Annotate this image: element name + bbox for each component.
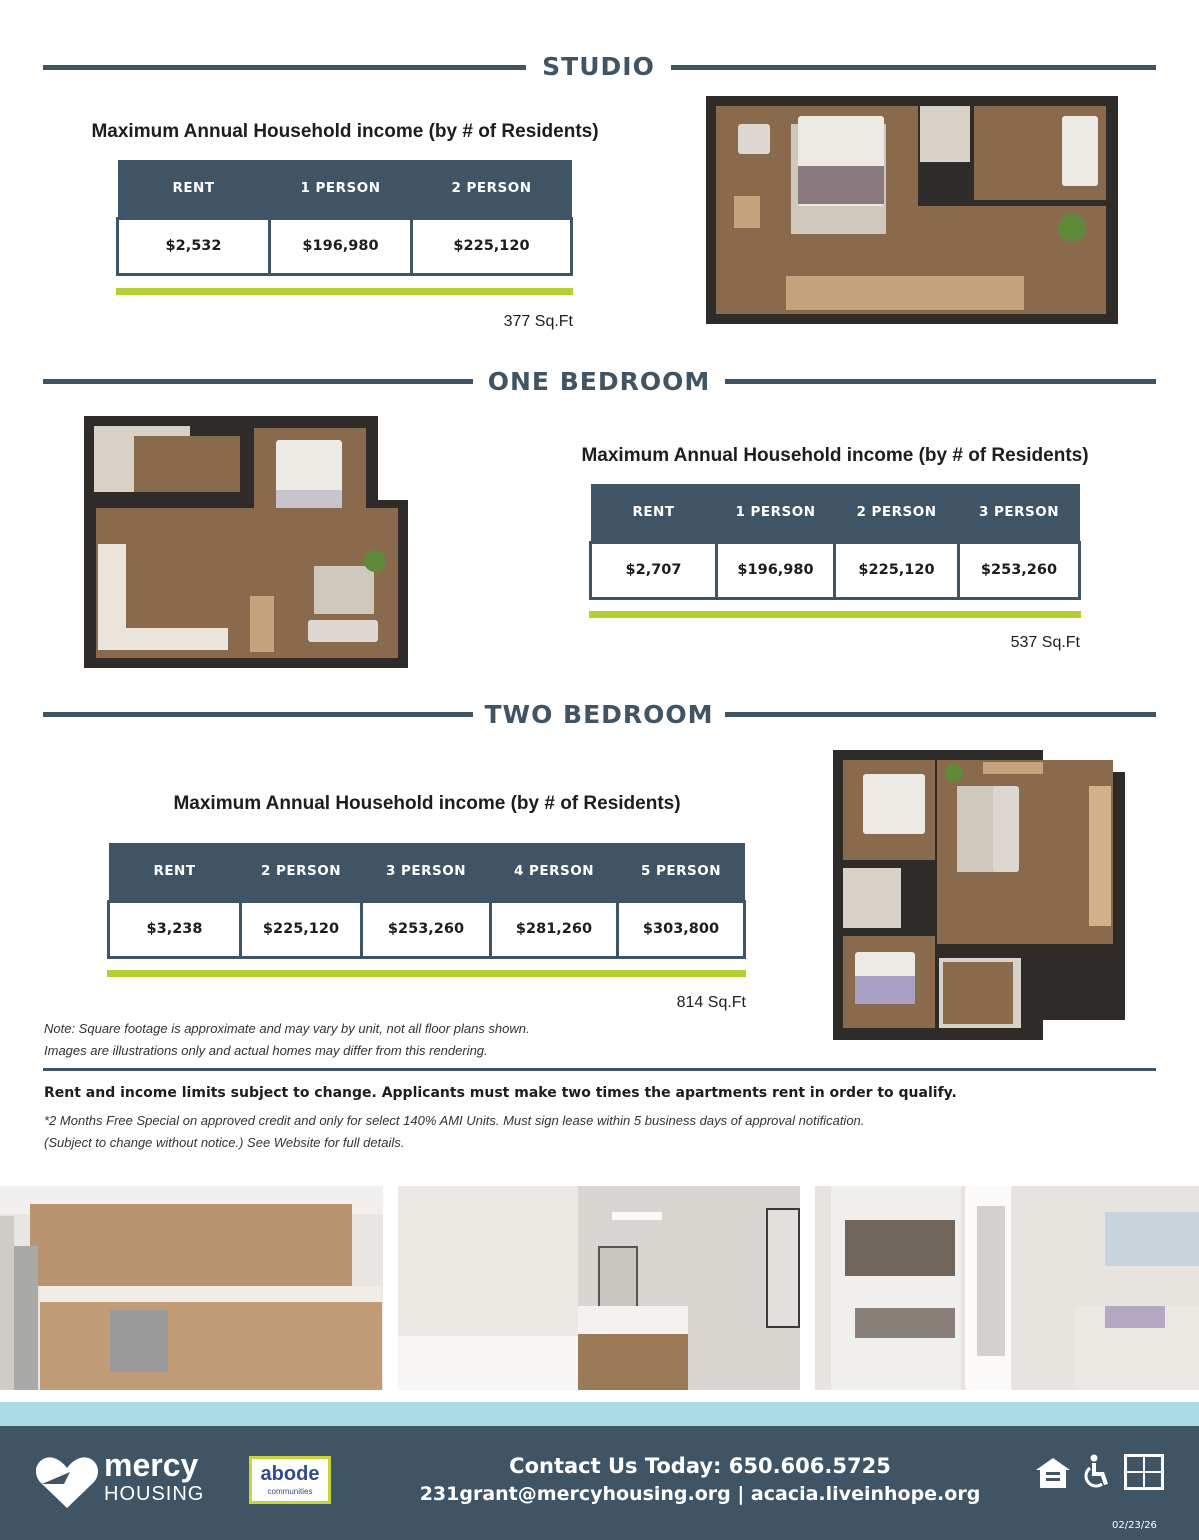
two-bedroom-divider-right [725,712,1156,717]
abode-logo-text: abode [260,1463,320,1485]
mercy-heart-icon [36,1454,98,1510]
one-bedroom-income-heading: Maximum Annual Household income (by # of Residents) [581,445,1089,466]
col-3-person: 3 PERSON [959,484,1080,542]
table-header-row [118,160,572,218]
studio-sqft: 377 Sq.Ft [503,313,573,330]
equal-housing-icon [1034,1456,1072,1490]
abode-logo [249,1456,331,1504]
income-2-person: $225,120 [241,901,362,957]
rent-value: $3,238 [109,901,241,957]
table-header-row [109,843,745,901]
illustration-note: Images are illustrations only and actual homes may differ from this rendering. [44,1043,488,1058]
one-bedroom-accent-bar [589,611,1081,618]
one-bedroom-rent-table [589,484,1081,600]
income-5-person: $303,800 [618,901,745,957]
income-4-person: $281,260 [491,901,618,957]
studio-accent-bar [116,288,573,295]
special-offer-note: *2 Months Free Special on approved credit and only for select 140% AMI Units. Must sign lease within 5 business days of approval notification. [44,1113,865,1128]
studio-floor-plan [706,96,1118,324]
col-5-person: 5 PERSON [618,843,745,901]
col-4-person: 4 PERSON [491,843,618,901]
income-2-person: $225,120 [835,542,959,598]
income-1-person: $196,980 [270,218,412,274]
accessibility-icon [1080,1454,1114,1490]
two-bedroom-income-heading: Maximum Annual Household income (by # of Residents) [173,793,681,814]
housing-logo-text: HOUSING [104,1483,205,1505]
two-bedroom-rent-table [107,843,746,959]
table-header-row [591,484,1080,542]
income-2-person: $225,120 [412,218,572,274]
two-bedroom-title: TWO BEDROOM [484,700,714,729]
two-bedroom-accent-bar [107,970,746,977]
sqft-note: Note: Square footage is approximate and may vary by unit, not all floor plans shown. [44,1021,530,1036]
table-row [118,218,572,274]
studio-divider-left [43,65,526,70]
col-rent: RENT [109,843,241,901]
col-2-person: 2 PERSON [241,843,362,901]
special-offer-disclaimer: (Subject to change without notice.) See Website for full details. [44,1135,405,1150]
studio-title: STUDIO [542,52,655,81]
one-bedroom-divider-left [43,379,473,384]
rent-value: $2,532 [118,218,270,274]
notes-divider [43,1068,1156,1071]
one-bedroom-title: ONE BEDROOM [487,367,711,396]
one-bedroom-divider-right [725,379,1156,384]
income-3-person: $253,260 [959,542,1080,598]
rent-value: $2,707 [591,542,717,598]
footer [0,1426,1199,1540]
income-1-person: $196,980 [717,542,835,598]
mercy-logo-text: mercy [104,1447,199,1483]
col-2-person: 2 PERSON [835,484,959,542]
col-3-person: 3 PERSON [362,843,491,901]
one-bedroom-floor-plan [84,416,408,668]
bathroom-photo [398,1186,800,1390]
one-bedroom-sqft: 537 Sq.Ft [1010,634,1080,651]
abode-logo-subtext: communities [267,1487,313,1496]
studio-divider-right [671,65,1156,70]
revision-date: 02/23/26 [1112,1520,1157,1531]
income-3-person: $253,260 [362,901,491,957]
col-rent: RENT [591,484,717,542]
studio-rent-table [116,160,573,276]
footer-accent-band [0,1402,1199,1426]
two-bedroom-divider-left [43,712,473,717]
col-2-person: 2 PERSON [412,160,572,218]
contact-phone: Contact Us Today: 650.606.5725 [509,1454,891,1478]
table-row [109,901,745,957]
table-row [591,542,1080,598]
bedroom-closet-photo [815,1186,1199,1390]
studio-income-heading: Maximum Annual Household income (by # of Residents) [91,121,599,142]
col-1-person: 1 PERSON [270,160,412,218]
hearing-vision-icon [1124,1454,1164,1490]
col-1-person: 1 PERSON [717,484,835,542]
income-requirement-note: Rent and income limits subject to change. Applicants must make two times the apartments rent in order to qualify. [44,1085,957,1101]
kitchen-photo [0,1186,383,1390]
contact-email-website[interactable]: 231grant@mercyhousing.org | acacia.liveinhope.org [419,1483,981,1505]
two-bedroom-sqft: 814 Sq.Ft [676,994,746,1011]
col-rent: RENT [118,160,270,218]
two-bedroom-floor-plan [833,750,1125,1040]
